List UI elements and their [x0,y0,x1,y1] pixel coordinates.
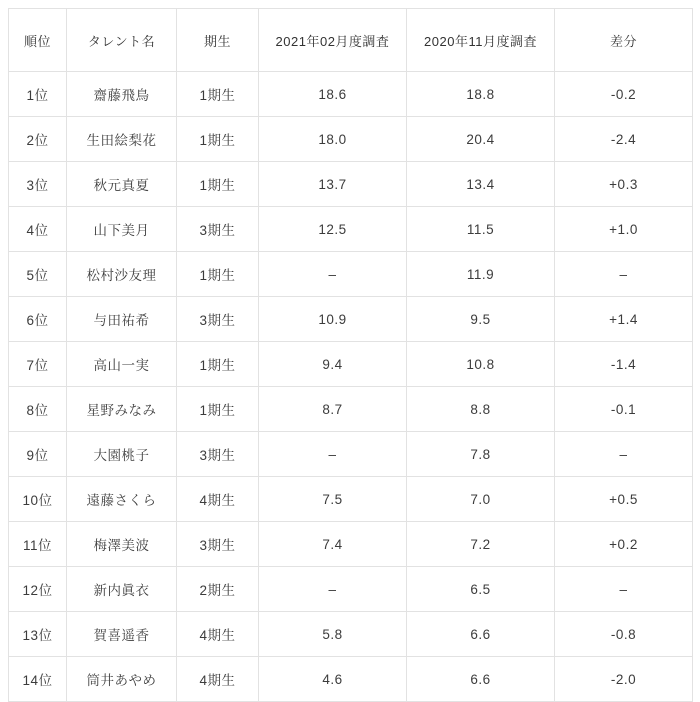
cell-talent-name: 新内眞衣 [67,567,177,612]
cell-difference: +0.3 [555,162,693,207]
cell-difference: -1.4 [555,342,693,387]
cell-generation: 4期生 [177,657,259,702]
cell-nov-2020: 13.4 [407,162,555,207]
cell-difference: +0.2 [555,522,693,567]
cell-difference: +1.0 [555,207,693,252]
cell-nov-2020: 18.8 [407,72,555,117]
cell-feb-2021: – [259,252,407,297]
cell-generation: 1期生 [177,252,259,297]
cell-talent-name: 生田絵梨花 [67,117,177,162]
cell-generation: 3期生 [177,207,259,252]
table-row [9,477,693,522]
cell-generation: 4期生 [177,612,259,657]
cell-rank: 8位 [9,387,67,432]
cell-generation: 3期生 [177,522,259,567]
table-row [9,612,693,657]
cell-talent-name: 松村沙友理 [67,252,177,297]
cell-generation: 1期生 [177,162,259,207]
table-row [9,252,693,297]
cell-talent-name: 高山一実 [67,342,177,387]
cell-talent-name: 遠藤さくら [67,477,177,522]
cell-feb-2021: 10.9 [259,297,407,342]
column-header-nov-2020-survey: 2020年11月度調査 [407,9,555,72]
cell-feb-2021: 13.7 [259,162,407,207]
column-header-talent-name: タレント名 [67,9,177,72]
cell-rank: 1位 [9,72,67,117]
cell-rank: 12位 [9,567,67,612]
cell-generation: 3期生 [177,297,259,342]
table-row [9,567,693,612]
table-header [9,9,693,72]
cell-rank: 3位 [9,162,67,207]
ranking-table [8,8,693,702]
table-row [9,297,693,342]
column-header-feb-2021-survey: 2021年02月度調査 [259,9,407,72]
table-header-row [9,9,693,72]
cell-difference: -0.8 [555,612,693,657]
table-row [9,387,693,432]
cell-difference: – [555,252,693,297]
cell-rank: 14位 [9,657,67,702]
cell-rank: 10位 [9,477,67,522]
cell-generation: 1期生 [177,117,259,162]
cell-generation: 1期生 [177,72,259,117]
cell-nov-2020: 9.5 [407,297,555,342]
cell-nov-2020: 6.6 [407,657,555,702]
cell-generation: 3期生 [177,432,259,477]
cell-feb-2021: 7.4 [259,522,407,567]
cell-difference: +0.5 [555,477,693,522]
cell-feb-2021: 7.5 [259,477,407,522]
cell-nov-2020: 7.8 [407,432,555,477]
cell-rank: 7位 [9,342,67,387]
cell-talent-name: 山下美月 [67,207,177,252]
table-row [9,342,693,387]
cell-talent-name: 筒井あやめ [67,657,177,702]
table-row [9,522,693,567]
cell-feb-2021: 18.0 [259,117,407,162]
cell-nov-2020: 11.9 [407,252,555,297]
cell-nov-2020: 6.6 [407,612,555,657]
cell-generation: 4期生 [177,477,259,522]
cell-generation: 2期生 [177,567,259,612]
table-row [9,432,693,477]
cell-rank: 5位 [9,252,67,297]
cell-difference: – [555,567,693,612]
cell-rank: 4位 [9,207,67,252]
cell-nov-2020: 20.4 [407,117,555,162]
cell-generation: 1期生 [177,387,259,432]
column-header-rank: 順位 [9,9,67,72]
cell-feb-2021: – [259,567,407,612]
cell-difference: -0.2 [555,72,693,117]
cell-feb-2021: 9.4 [259,342,407,387]
cell-rank: 13位 [9,612,67,657]
cell-nov-2020: 8.8 [407,387,555,432]
cell-talent-name: 賀喜遥香 [67,612,177,657]
table-body [9,72,693,702]
cell-nov-2020: 11.5 [407,207,555,252]
cell-nov-2020: 7.2 [407,522,555,567]
cell-rank: 6位 [9,297,67,342]
column-header-difference: 差分 [555,9,693,72]
cell-nov-2020: 7.0 [407,477,555,522]
cell-talent-name: 秋元真夏 [67,162,177,207]
cell-feb-2021: 4.6 [259,657,407,702]
cell-talent-name: 星野みなみ [67,387,177,432]
cell-nov-2020: 6.5 [407,567,555,612]
table-row [9,117,693,162]
cell-feb-2021: 8.7 [259,387,407,432]
cell-talent-name: 大園桃子 [67,432,177,477]
column-header-generation: 期生 [177,9,259,72]
cell-talent-name: 齋藤飛鳥 [67,72,177,117]
cell-generation: 1期生 [177,342,259,387]
table-row [9,207,693,252]
cell-feb-2021: 12.5 [259,207,407,252]
cell-difference: -2.4 [555,117,693,162]
cell-talent-name: 梅澤美波 [67,522,177,567]
cell-rank: 9位 [9,432,67,477]
cell-difference: – [555,432,693,477]
cell-feb-2021: 18.6 [259,72,407,117]
cell-rank: 11位 [9,522,67,567]
table-row [9,72,693,117]
cell-talent-name: 与田祐希 [67,297,177,342]
cell-difference: +1.4 [555,297,693,342]
table-row [9,657,693,702]
cell-rank: 2位 [9,117,67,162]
cell-nov-2020: 10.8 [407,342,555,387]
table-row [9,162,693,207]
cell-feb-2021: 5.8 [259,612,407,657]
cell-feb-2021: – [259,432,407,477]
cell-difference: -2.0 [555,657,693,702]
cell-difference: -0.1 [555,387,693,432]
